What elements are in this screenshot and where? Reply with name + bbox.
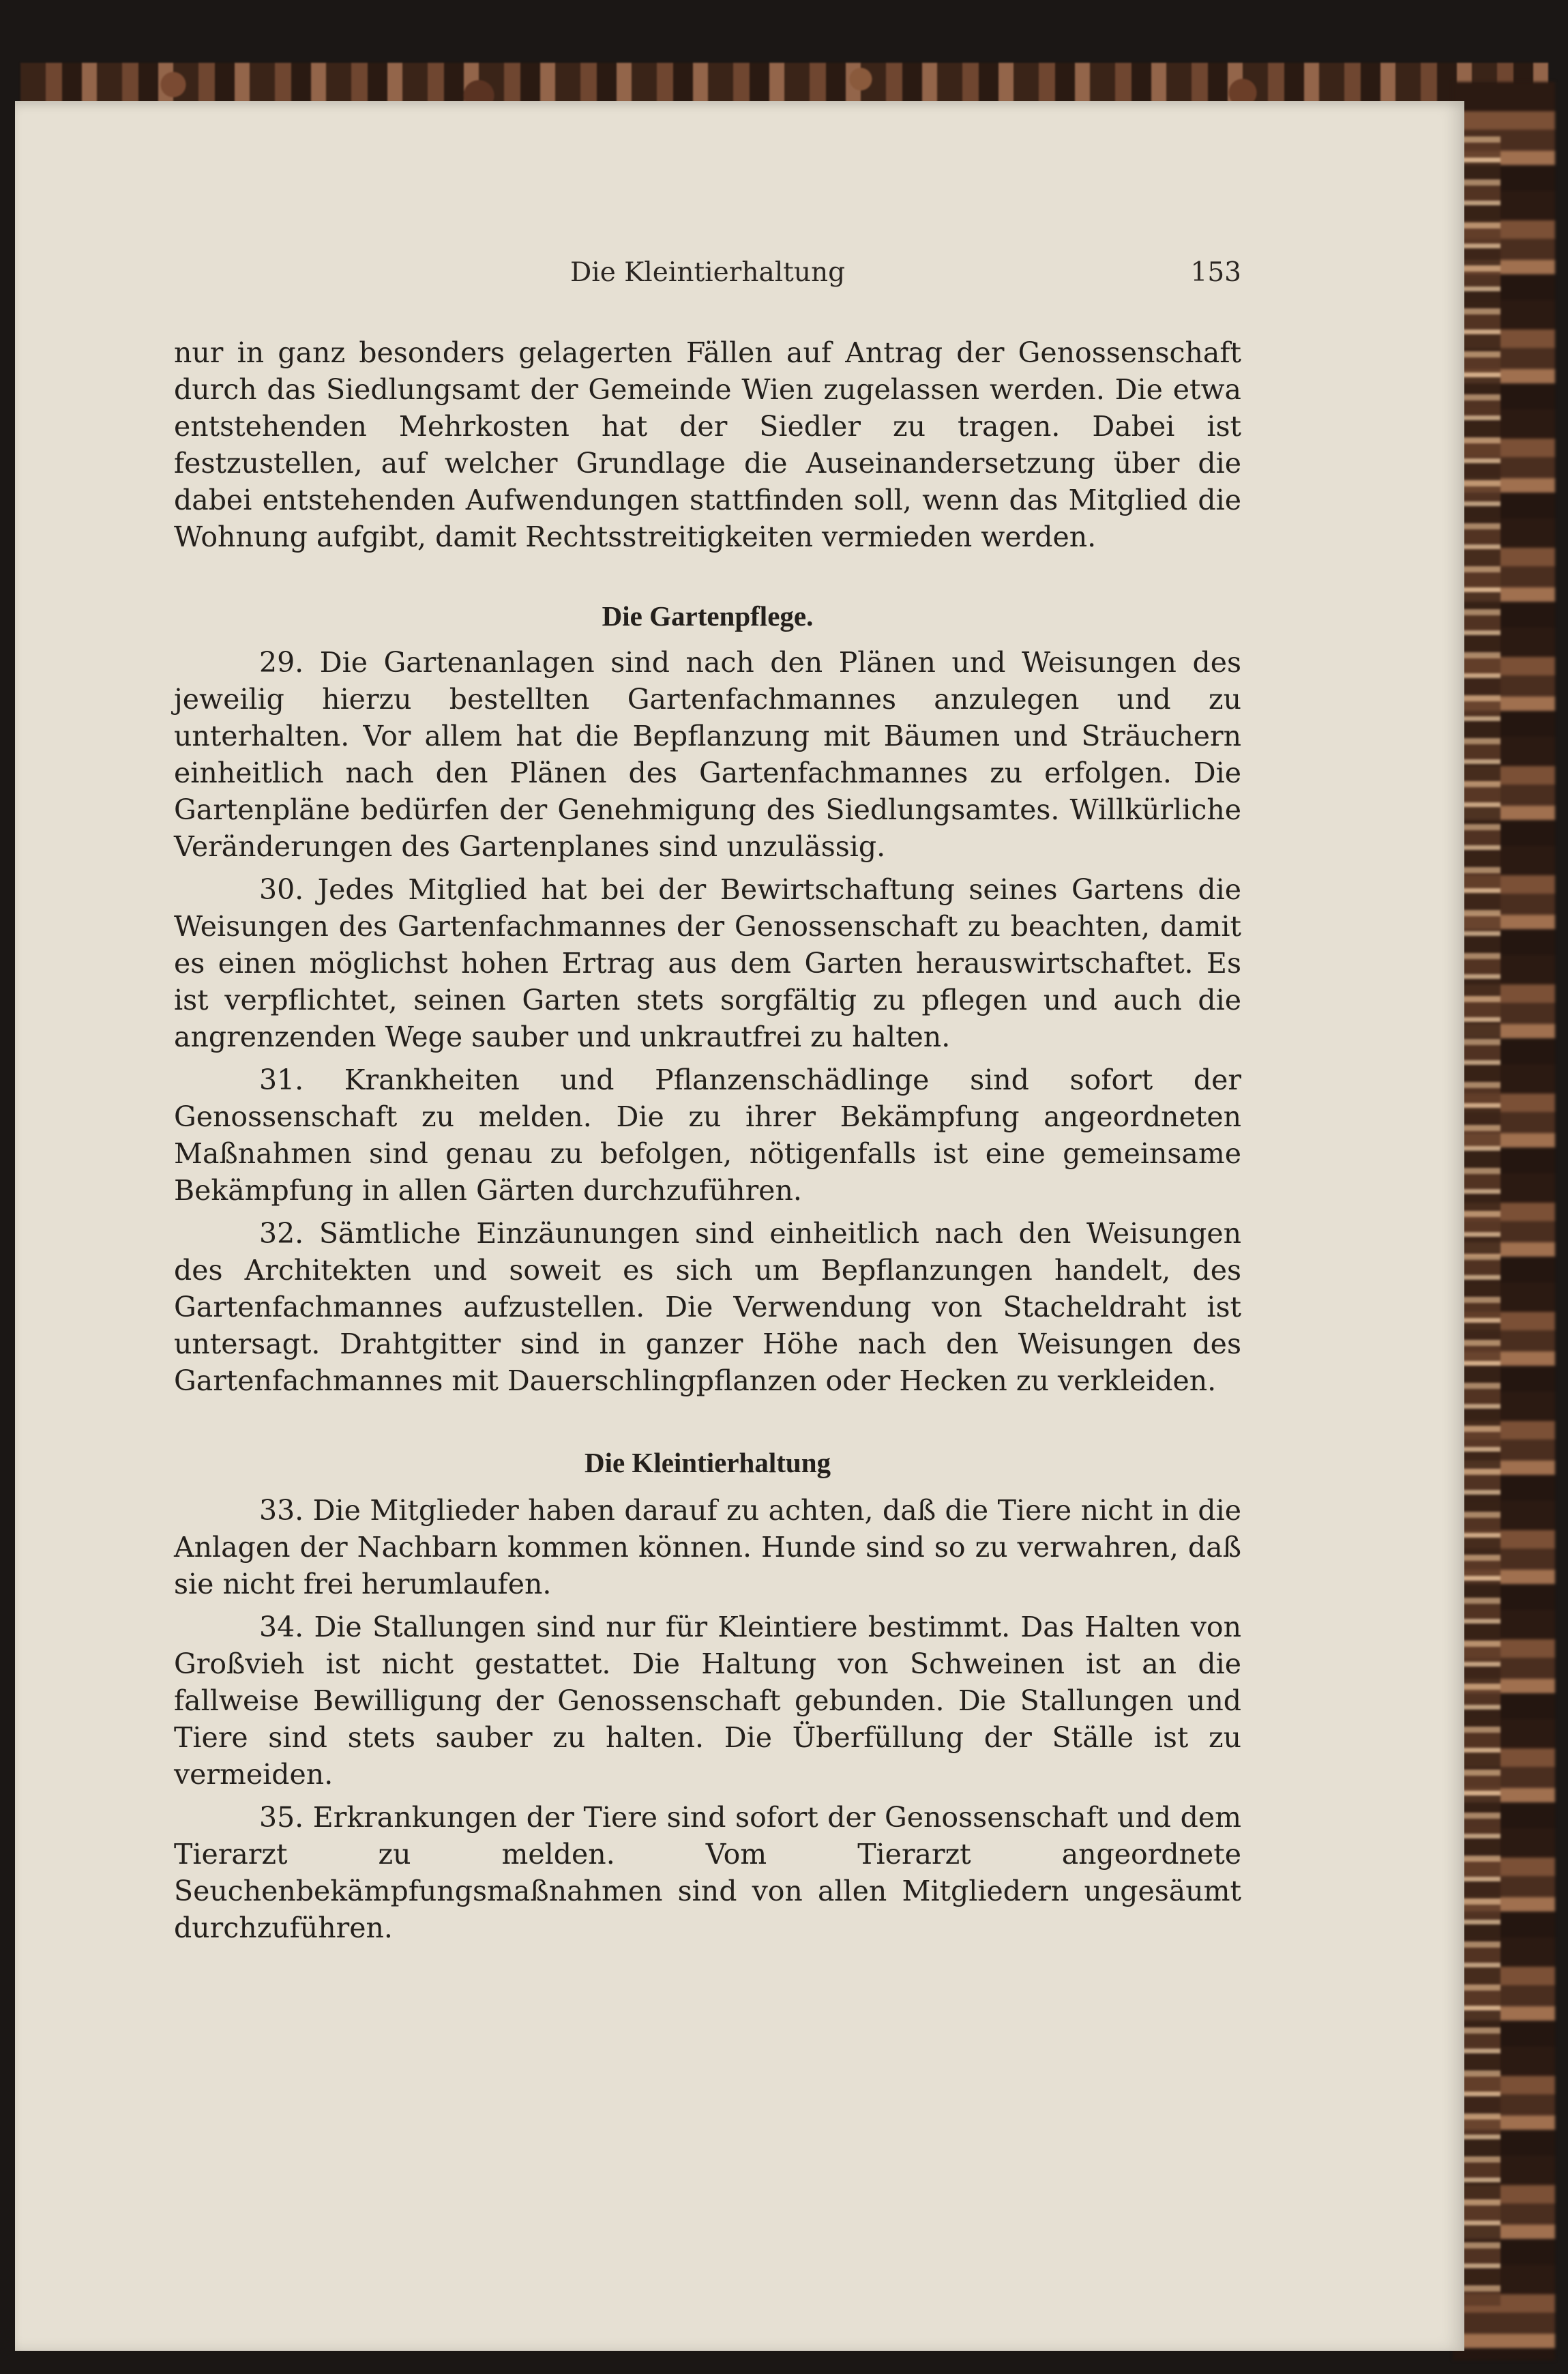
paragraph-30: 30. Jedes Mitglied hat bei der Bewirtschaftung seines Gartens die Weisungen des Gartenfachmannes der Genossenschaft zu beachten, damit es einen möglichst hohen Ertrag aus dem Garten herauswirtschaftet. Es ist verpflichtet, seinen Garten stets sorgfältig zu pflegen und auch die angrenzenden Wege sauber und unkrautfrei zu halten. [174,873,1241,1053]
paragraph-35: 35. Erkrankungen der Tiere sind sofort der Genossenschaft und dem Tierarzt zu melden. Vom Tierarzt angeordnete Seuchenbekämpfungsmaßnahmen sind von allen Mitgliedern ungesäumt durchzuführen. [174,1801,1241,1944]
paragraph-32: 32. Sämtliche Einzäunungen sind einheitlich nach den Weisungen des Architekten und soweit es sich um Bepflanzungen handelt, des Gartenfachmannes aufzustellen. Die Verwendung von Stacheldraht ist untersagt. Drahtgitter sind in ganzer Höhe nach den Weisungen des Gartenfachmannes mit Dauerschlingpflanzen oder Hecken zu verkleiden. [174,1217,1241,1397]
section-heading-kleintierhaltung: Die Kleintierhaltung [584,1447,831,1478]
paragraph-29: 29. Die Gartenanlagen sind nach den Plänen und Weisungen des jeweilig hierzu bestellten Gartenfachmannes anzulegen und zu unterhalten. Vor allem hat die Bepflanzung mit Bäumen und Sträuchern einheitlich nach den Plänen des Gartenfachmannes zu erfolgen. Die Gartenpläne bedürfen der Genehmigung des Siedlungsamtes. Willkürliche Veränderungen des Gartenplanes sind unzulässig. [174,646,1241,863]
intro-paragraph: nur in ganz besonders gelagerten Fällen auf Antrag der Genossenschaft durch das Siedlungsamt der Gemeinde Wien zugelassen werden. Die etwa entstehenden Mehrkosten hat der Siedler zu tragen. Dabei ist festzustellen, auf welcher Grundlage die Auseinandersetzung über die dabei entstehenden Aufwendungen stattfinden soll, wenn das Mitglied die Wohnung aufgibt, damit Rechtsstreitigkeiten vermieden werden. [174,336,1241,553]
paragraph-34: 34. Die Stallungen sind nur für Kleintiere bestimmt. Das Halten von Großvieh ist nicht gestattet. Die Haltung von Schweinen ist an die fallweise Bewilligung der Genossenschaft gebunden. Die Stallungen und Tiere sind stets sauber zu halten. Die Überfüllung der Ställe ist zu vermeiden. [174,1611,1241,1791]
page-body [174,334,1241,1952]
page-header [174,257,1241,291]
page-number: 153 [1190,257,1241,288]
paragraph-31: 31. Krankheiten und Pflanzenschädlinge sind sofort der Genossenschaft zu melden. Die zu ihrer Bekämpfung angeordneten Maßnahmen sind genau zu befolgen, nötigenfalls ist eine gemeinsame Bekämpfung in allen Gärten durchzuführen. [174,1064,1241,1207]
section-heading-gartenpflege: Die Gartenpflege. [602,600,814,632]
paragraph-33: 33. Die Mitglieder haben darauf zu achten, daß die Tiere nicht in die Anlagen der Nachbarn kommen können. Hunde sind so zu verwahren, daß sie nicht frei herumlaufen. [174,1494,1241,1600]
book-edge-marbling [1460,136,1500,2306]
running-title: Die Kleintierhaltung [569,257,846,288]
